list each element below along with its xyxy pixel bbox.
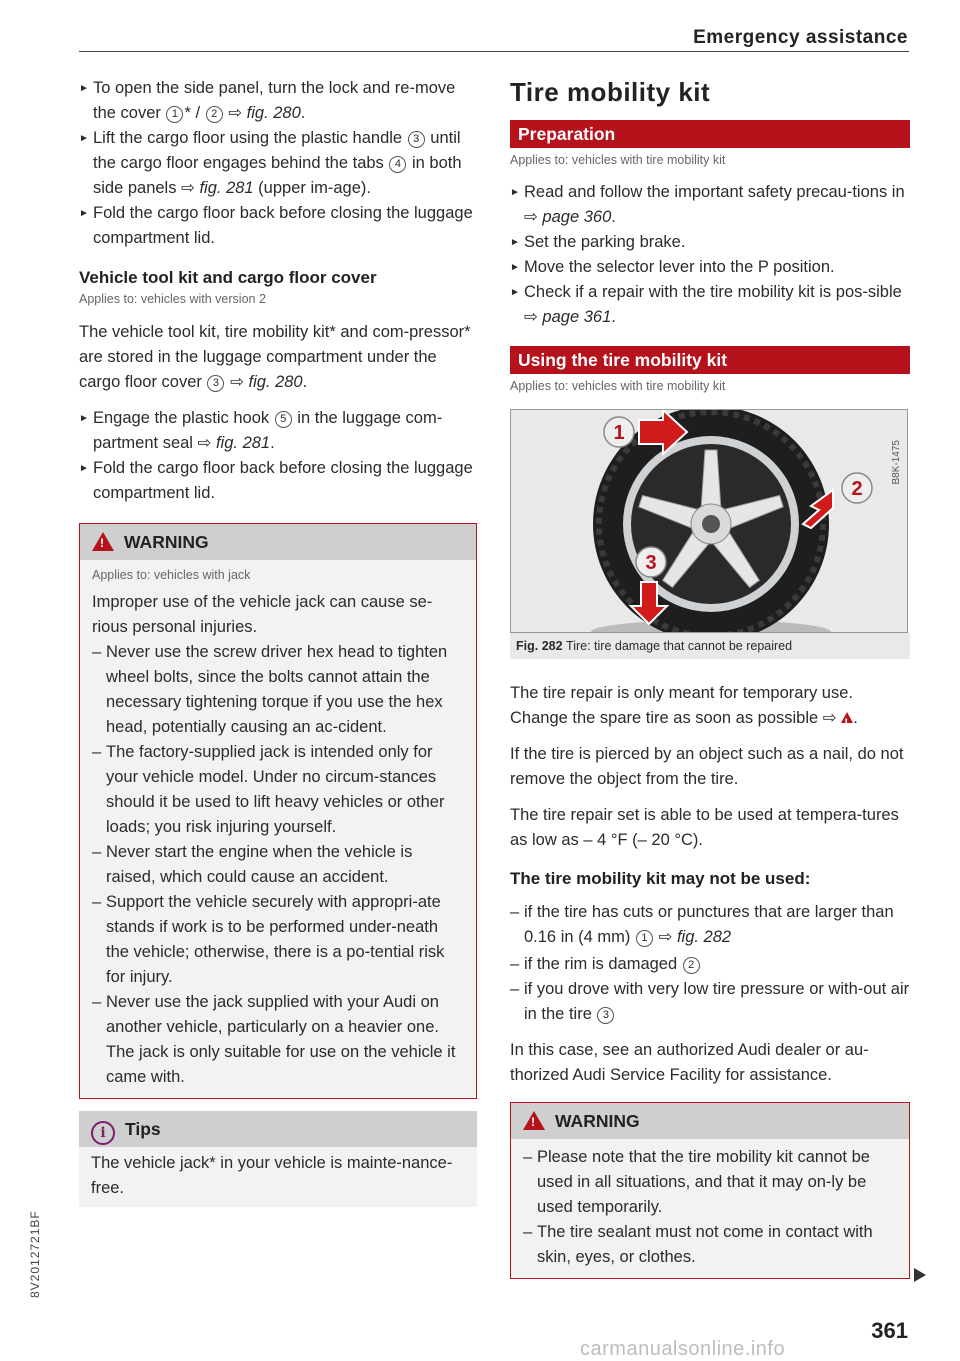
- callout-number: 3: [597, 1007, 614, 1024]
- figure-label: Fig. 282: [516, 639, 563, 653]
- callout-1: [604, 417, 634, 447]
- not-used-item: – if the tire has cuts or punctures that are larger than 0.16 in (4 mm) 1 ⇨ fig. 282: [497, 900, 910, 950]
- callout-2: [842, 473, 872, 503]
- right-column: [510, 76, 910, 1279]
- not-used-item: – if you drove with very low tire pressure or with-out air in the tire 3: [497, 977, 910, 1027]
- hub-cap-logo-icon: [702, 515, 720, 533]
- not-used-item: – if the rim is damaged 2: [497, 952, 910, 977]
- chapter-title: Tire mobility kit: [510, 77, 711, 107]
- heading-bar-preparation: Preparation: [510, 120, 910, 148]
- applies-to-note: Applies to: vehicles with version 2: [79, 292, 266, 306]
- warning-box-tire-kit: [510, 1102, 910, 1279]
- svg-text:3: 3: [645, 552, 657, 574]
- header-rule: [79, 51, 909, 52]
- svg-text:1: 1: [613, 422, 625, 444]
- warning-item: – The tire sealant must not come in contact with skin, eyes, or clothes.: [510, 1220, 897, 1270]
- step-engage-hook: ► Engage the plastic hook 5 in the luggage com-partment seal ⇨ fig. 281.: [79, 406, 477, 456]
- warning-triangle-icon: [523, 1111, 545, 1130]
- tips-box: [79, 1111, 477, 1207]
- subheading-not-used: The tire mobility kit may not be used:: [510, 869, 811, 888]
- applies-to-note: Applies to: vehicles with jack: [92, 568, 251, 582]
- warning-item: – Never use the jack supplied with your Audi on another vehicle, particularly on a heavier one. The jack is only suitable for use on the vehicle it came with.: [79, 990, 464, 1090]
- svg-text:2: 2: [851, 478, 863, 500]
- warning-triangle-icon: [841, 712, 853, 723]
- warning-item: – The factory-supplied jack is intended only for your vehicle model. Under no circum-stances should it be used to lift heavy vehicles or other loads; you risk injuring yourself.: [79, 740, 464, 840]
- warning-body: [511, 1139, 909, 1278]
- tire-illustration: [511, 410, 907, 632]
- figure-reference: fig. 281: [199, 179, 254, 197]
- warning-body: [80, 560, 476, 1098]
- step-safety-precautions: ► Read and follow the important safety precau-tions in ⇨ page 360.: [510, 180, 910, 230]
- warning-item: – Never start the engine when the vehicle is raised, which could cause an accident.: [79, 840, 464, 890]
- figure-code: B8K-1475: [891, 440, 902, 485]
- warning-triangle-icon: [92, 532, 114, 551]
- section-title: Emergency assistance: [693, 27, 908, 48]
- warning-intro: Improper use of the vehicle jack can cause se-rious personal injuries.: [92, 593, 433, 636]
- step-check-repair: ► Check if a repair with the tire mobility kit is pos-sible ⇨ page 361.: [510, 280, 910, 330]
- step-fold-cargo-floor-2: ► Fold the cargo floor back before closing the luggage compartment lid.: [79, 456, 477, 506]
- step-open-side-panel: ► To open the side panel, turn the lock and re-move the cover 1 * / 2 ⇨ fig. 280.: [79, 76, 477, 126]
- temporary-use-paragraph: The tire repair is only meant for temporary use. Change the spare tire as soon as possible ⇨ !.: [510, 681, 910, 731]
- callout-number: 2: [683, 957, 700, 974]
- tips-header: i Tips: [79, 1111, 477, 1147]
- page-reference: page 360: [542, 208, 612, 226]
- warning-box-jack: [79, 523, 477, 1099]
- callout-3: [636, 547, 666, 577]
- step-parking-brake: ► Set the parking brake.: [510, 230, 910, 255]
- figure-reference: fig. 282: [676, 928, 732, 946]
- callout-number: 1: [636, 930, 653, 947]
- page-number: 361: [871, 1318, 908, 1343]
- callout-number: 3: [207, 375, 224, 392]
- callout-number: 3: [408, 131, 425, 148]
- step-lift-cargo-floor: ► Lift the cargo floor using the plastic handle 3 until the cargo floor engages behind the tabs 4 in both side panels ⇨ fig. 281 (upper im-age).: [79, 126, 477, 201]
- warning-item: – Never use the screw driver hex head to tighten wheel bolts, since the bolts cannot attain the necessary tightening torque if you use the hex head, potentially causing an ac-cident.: [79, 640, 464, 740]
- figure-image: [510, 409, 908, 633]
- warning-item: – Please note that the tire mobility kit cannot be used in all situations, and that it may on-ly be used temporarily.: [510, 1145, 897, 1220]
- page-reference: page 361: [542, 308, 612, 326]
- callout-number: 1: [166, 106, 183, 123]
- callout-number: 2: [206, 106, 223, 123]
- subheading-tool-kit: Vehicle tool kit and cargo floor cover: [79, 268, 377, 287]
- document-code: 8V2012721BF: [28, 1210, 42, 1298]
- left-column: [79, 76, 477, 1207]
- step-selector-lever: ► Move the selector lever into the P position.: [510, 255, 910, 280]
- warning-item: – Support the vehicle securely with appropri-ate stands if work is to be performed under-neath the vehicle; otherwise, there is a po-tential risk for injury.: [79, 890, 464, 990]
- figure-reference: fig. 280: [248, 373, 303, 391]
- figure-caption: [510, 633, 910, 659]
- dealer-paragraph: In this case, see an authorized Audi dealer or au-thorized Audi Service Facility for assistance.: [510, 1041, 869, 1084]
- figure-reference: fig. 280: [246, 104, 301, 122]
- continued-arrow-icon: [914, 1268, 926, 1282]
- temperature-paragraph: The tire repair set is able to be used at tempera-tures as low as – 4 °F (– 20 °C).: [510, 806, 899, 849]
- warning-header: !WARNING: [80, 524, 476, 560]
- info-icon: i: [91, 1121, 115, 1145]
- figure-caption-text: Tire: tire damage that cannot be repaired: [566, 639, 793, 653]
- tips-text: The vehicle jack* in your vehicle is mainte-nance-free.: [91, 1154, 453, 1197]
- applies-to-note: Applies to: vehicles with tire mobility kit: [510, 379, 726, 393]
- watermark: carmanualsonline.info: [580, 1338, 786, 1360]
- figure-reference: fig. 281: [215, 434, 271, 452]
- figure-282: [510, 409, 910, 659]
- warning-header: !WARNING: [511, 1103, 909, 1139]
- callout-number: 4: [389, 156, 406, 173]
- step-fold-cargo-floor: ► Fold the cargo floor back before closing the luggage compartment lid.: [79, 201, 477, 251]
- heading-bar-using-kit: Using the tire mobility kit: [510, 346, 910, 374]
- pierced-paragraph: If the tire is pierced by an object such as a nail, do not remove the object from the tire.: [510, 745, 904, 788]
- applies-to-note: Applies to: vehicles with tire mobility kit: [510, 153, 726, 167]
- tips-body: [79, 1147, 477, 1207]
- callout-number: 5: [275, 411, 292, 428]
- tool-kit-paragraph: The vehicle tool kit, tire mobility kit* and com-pressor* are stored in the luggage compartment under the cargo floor cover 3 ⇨ fig. 280.: [79, 323, 471, 391]
